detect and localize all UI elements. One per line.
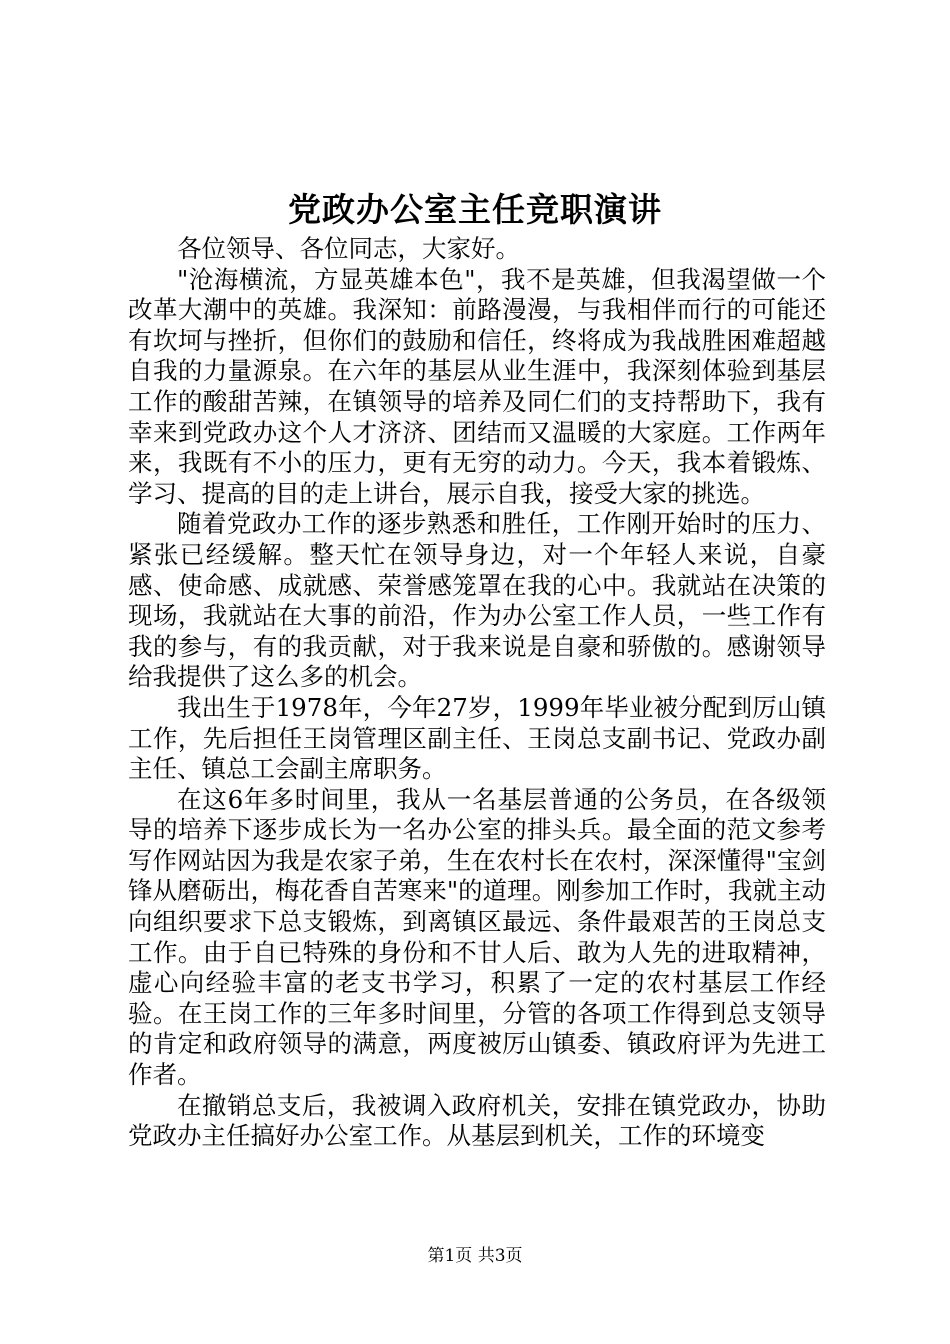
paragraph-greeting: 各位领导、各位同志，大家好。	[177, 234, 520, 263]
document-title: 党政办公室主任竞职演讲	[288, 190, 662, 229]
paragraph-intro: "沧海横流，方显英雄本色"，我不是英雄，但我渴望做一个改革大潮中的英雄。我深知：前路漫漫，与我相伴而行的可能还有坎坷与挫折，但你们的鼓励和信任，终将成为我战胜困难超越自我的力量源泉。在六年的基层从业生涯中，我深刻体验到基层工作的酸甜苦辣，在镇领导的培养及同仁们的支持帮助下，我有幸来到党政办这个人才济济、团结而又温暖的大家庭。工作两年来，我既有不小的压力，更有无穷的动力。今天，我本着锻炼、学习、提高的目的走上讲台，展示自我，接受大家的挑选。	[128, 264, 826, 508]
document-body	[128, 234, 826, 1152]
paragraph-work-feelings: 随着党政办工作的逐步熟悉和胜任，工作刚开始时的压力、紧张已经缓解。整天忙在领导身边，对一个年轻人来说，自豪感、使命感、成就感、荣誉感笼罩在我的心中。我就站在决策的现场，我就站在大事的前沿，作为办公室工作人员，一些工作有我的参与，有的我贡献，对于我来说是自豪和骄傲的。感谢领导给我提供了这么多的机会。	[128, 509, 826, 692]
paragraph-background: 我出生于1978年，今年27岁，1999年毕业被分配到厉山镇工作，先后担任王岗管理区副主任、王岗总支副书记、党政办副主任、镇总工会副主席职务。	[128, 692, 826, 784]
paragraph-experience: 在这6年多时间里，我从一名基层普通的公务员，在各级领导的培养下逐步成长为一名办公室的排头兵。最全面的范文参考写作网站因为我是农家子弟，生在农村长在农村，深深懂得"宝剑锋从磨砺出，梅花香自苦寒来"的道理。刚参加工作时，我就主动向组织要求下总支锻炼，到离镇区最远、条件最艰苦的王岗总支工作。由于自已特殊的身份和不甘人后、敢为人先的进取精神，虚心向经验丰富的老支书学习，积累了一定的农村基层工作经验。在王岗工作的三年多时间里，分管的各项工作得到总支领导的肯定和政府领导的满意，两度被厉山镇委、镇政府评为先进工作者。	[128, 784, 826, 1090]
page-number-footer: 第1页 共3页	[427, 1246, 523, 1266]
paragraph-transfer: 在撤销总支后，我被调入政府机关，安排在镇党政办，协助党政办主任搞好办公室工作。从基层到机关，工作的环境变	[128, 1090, 826, 1151]
